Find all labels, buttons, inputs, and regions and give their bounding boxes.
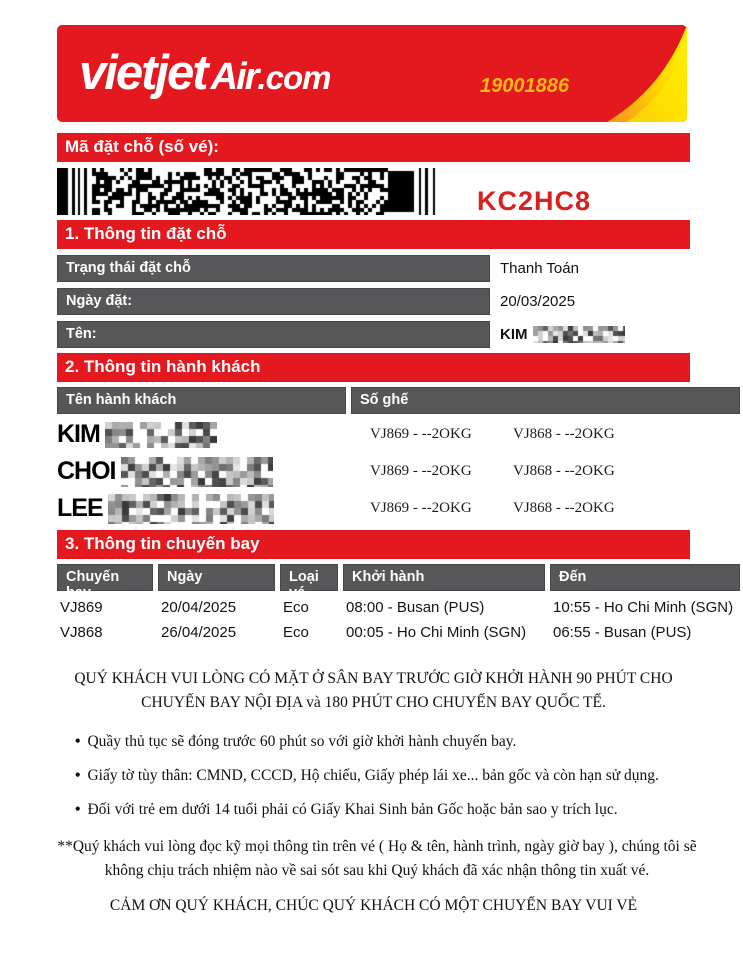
booking-code-bar: Mã đặt chỗ (số vé):: [57, 133, 690, 162]
disclaimer-text: **Quý khách vui lòng đọc kỹ mọi thông tin trên vé ( Họ & tên, hành trình, ngày giờ bay ), chúng tôi sẽ không chịu trách nhiệm nào về sai sót sau khi Quý khách đã xác nhận thông tin xuất vé.: [57, 838, 697, 880]
notice-bullet-list: [75, 733, 690, 819]
booking-status-value: Thanh Toán: [500, 260, 579, 277]
thank-you-text: CẢM ƠN QUÝ KHÁCH, CHÚC QUÝ KHÁCH CÓ MỘT CHUYẾN BAY VUI VẺ: [109, 897, 638, 915]
redacted-name-block: [121, 457, 273, 487]
notice-bullet: • Giấy tờ tùy thân: CMND, CCCD, Hộ chiếu, Giấy phép lái xe... bản gốc và còn hạn sử dụng.: [75, 767, 690, 785]
seat-info: VJ868 - --2OKG: [513, 463, 615, 479]
barcode-row: [57, 167, 740, 215]
passenger-name-text: CHOI: [57, 457, 116, 485]
vietjet-banner: [57, 25, 687, 122]
passenger-name-text: KIM: [57, 420, 100, 448]
passenger-row: [57, 492, 740, 525]
departure-column-header: Khởi hành: [343, 564, 545, 591]
airport-arrival-notice: QUÝ KHÁCH VUI LÒNG CÓ MẶT Ở SÂN BAY TRƯỚC GIỜ KHỞI HÀNH 90 PHÚT CHO CHUYẾN BAY NỘI ĐỊA và 180 PHÚT CHO CHUYẾN BAY QUỐC TẾ.: [74, 670, 673, 712]
passenger-name-column-header: Tên hành khách: [57, 387, 346, 414]
booking-name-label: Tên:: [57, 321, 490, 348]
departure-info: 08:00 - Busan (PUS): [346, 599, 485, 616]
logo-text-com: .com: [257, 59, 331, 96]
redacted-name-block: [533, 326, 625, 343]
seat-column-header: Số ghế: [351, 387, 740, 414]
booking-date-row: [57, 288, 740, 315]
flight-row: [57, 624, 740, 641]
arrival-info: 06:55 - Busan (PUS): [553, 624, 692, 641]
seat-info: VJ869 - --2OKG: [370, 500, 472, 516]
date-column-header: Ngày: [158, 564, 275, 591]
section3-header: 3. Thông tin chuyến bay: [57, 530, 690, 559]
passenger-table-header: [57, 387, 740, 414]
booking-status-label: Trạng thái đặt chỗ: [57, 255, 490, 282]
seat-info: VJ868 - --2OKG: [513, 500, 615, 516]
notices-section: [57, 667, 697, 915]
passenger-name: [57, 457, 370, 487]
passenger-name: [57, 494, 370, 524]
section2-header: 2. Thông tin hành khách: [57, 353, 690, 382]
seat-info: VJ869 - --2OKG: [370, 463, 472, 479]
fare-class: Eco: [283, 599, 309, 616]
redacted-name-block: [108, 494, 274, 524]
booking-barcode: [57, 168, 455, 215]
flight-row: [57, 599, 740, 616]
logo-text-vietjet: vietjet: [79, 46, 207, 100]
notice-bullet: • Đối với trẻ em dưới 14 tuổi phải có Giấy Khai Sinh bản Gốc hoặc bản sao y trích lục.: [75, 801, 690, 819]
passenger-name: [57, 420, 370, 449]
section1-header: 1. Thông tin đặt chỗ: [57, 220, 690, 249]
vietjet-logo: [79, 45, 330, 101]
flight-column-header: Chuyến bay: [57, 564, 153, 591]
fare-column-header: Loại vé: [280, 564, 338, 591]
seat-info: VJ868 - --2OKG: [513, 426, 615, 442]
passenger-name-text: LEE: [57, 494, 103, 522]
booking-date-value: 20/03/2025: [500, 293, 576, 310]
notice-bullet: • Quầy thủ tục sẽ đóng trước 60 phút so với giờ khởi hành chuyến bay.: [75, 733, 690, 751]
flight-number: VJ868: [60, 624, 103, 641]
flight-date: 26/04/2025: [161, 624, 237, 641]
flight-table-header: [57, 564, 740, 601]
flight-number: VJ869: [60, 599, 103, 616]
passenger-row: [57, 418, 740, 451]
yellow-swoosh-graphic: [591, 25, 687, 122]
booking-name-row: [57, 321, 740, 348]
hotline-number: 19001886: [480, 75, 569, 97]
booking-name-value: [500, 326, 625, 343]
seat-info: VJ869 - --2OKG: [370, 426, 472, 442]
arrival-column-header: Đến: [550, 564, 740, 591]
passenger-row: [57, 455, 740, 488]
redacted-name-block: [105, 422, 217, 448]
booking-date-label: Ngày đặt:: [57, 288, 490, 315]
logo-text-air: Air: [210, 56, 258, 98]
booking-name-text: KIM: [500, 326, 528, 343]
booking-status-row: [57, 255, 740, 282]
booking-code-text: KC2HC8: [477, 186, 592, 216]
fare-class: Eco: [283, 624, 309, 641]
flight-date: 20/04/2025: [161, 599, 237, 616]
departure-info: 00:05 - Ho Chi Minh (SGN): [346, 624, 527, 641]
arrival-info: 10:55 - Ho Chi Minh (SGN): [553, 599, 734, 616]
